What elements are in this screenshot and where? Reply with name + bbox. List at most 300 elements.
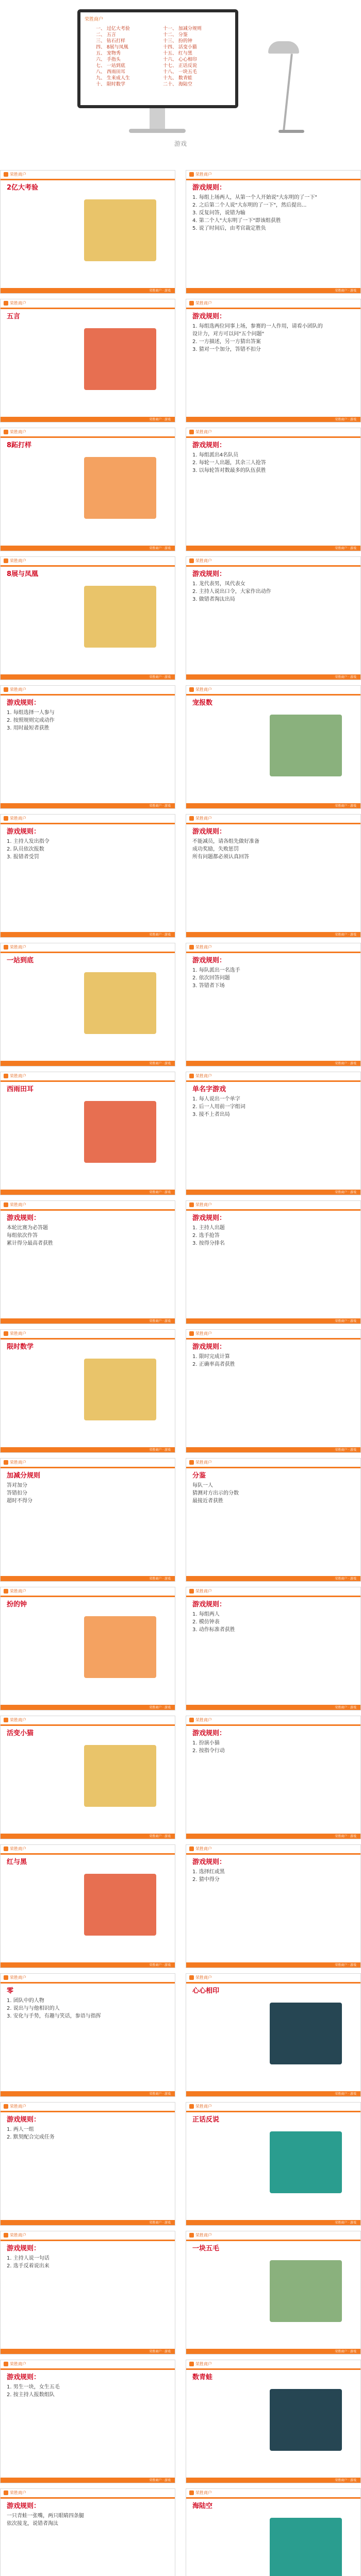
slide-footer-text: 荣胜商户 · 游戏: [335, 933, 356, 937]
slide-footer-bar: [186, 803, 360, 808]
slide-line: 最接近者获胜: [192, 1498, 223, 1504]
slide-header-bar: [1, 171, 175, 180]
slide-logo: [189, 2490, 212, 2496]
slide-logo: [4, 687, 26, 692]
slide-logo: [189, 944, 212, 950]
slide-card: [0, 1072, 175, 1195]
brand-text: 荣胜商户: [10, 172, 26, 177]
slide-body: [7, 1730, 169, 1832]
slide-line: 2. 按照规则完成动作: [7, 718, 55, 723]
slide-card: [0, 2231, 175, 2354]
slide-line: 2. 按指令行动: [192, 1748, 225, 1754]
brand-text: 荣胜商户: [10, 2490, 26, 2495]
slide-body: [7, 2116, 169, 2218]
slide-body: [7, 570, 169, 672]
slide-footer-text: 荣胜商户 · 游戏: [149, 1191, 171, 1194]
brand-logo-icon: [4, 2362, 8, 2366]
slide-illustration-icon: [270, 2003, 342, 2064]
slide-header-bar: [186, 686, 360, 696]
slide-body: [7, 1214, 169, 1316]
slide-footer-bar: [186, 2349, 360, 2354]
slide-header-bar: [1, 686, 175, 696]
slide-footer-bar: [1, 1061, 175, 1066]
slide-footer-text: 荣胜商户 · 游戏: [335, 1191, 356, 1194]
slide-line: 2. 后一人用前一字组词: [192, 1104, 245, 1110]
slide-card: [0, 2102, 175, 2226]
slide-card: [186, 2488, 361, 2576]
slide-header-bar: [186, 299, 360, 309]
cover-section: [0, 0, 361, 160]
slide-header-bar: [1, 1201, 175, 1211]
slide-line: 2. 选手反着说出来: [7, 2263, 50, 2269]
slide-logo: [4, 558, 26, 564]
slide-logo: [189, 1331, 212, 1336]
slide-card: [186, 814, 361, 938]
slide-body: [192, 184, 354, 286]
slide-card: [0, 1329, 175, 1453]
toc-header: 荣胜商户: [85, 17, 104, 22]
slide-illustration-icon: [84, 328, 156, 390]
slide-line: 成功奖励，失败惩罚: [192, 846, 239, 852]
slide-footer-bar: [1, 932, 175, 937]
slide-card: [0, 2360, 175, 2483]
brand-logo-icon: [4, 301, 8, 306]
brand-logo-icon: [4, 2233, 8, 2238]
slide-line: 3. 反复问答，说错为输: [192, 210, 245, 216]
brand-logo-icon: [4, 430, 8, 434]
slide-footer-bar: [1, 546, 175, 551]
slide-card: [0, 685, 175, 809]
toc-item: 三、 钻石打样: [96, 39, 125, 44]
slide-footer-text: 荣胜商户 · 游戏: [149, 1319, 171, 1323]
slide-header-bar: [1, 1330, 175, 1340]
slide-line: 2. 之后第二个人说"大东明的了一下"，然后提出...: [192, 202, 307, 208]
slide-body: [192, 2245, 354, 2347]
slide-body: [192, 570, 354, 672]
slide-footer-bar: [1, 2478, 175, 2483]
brand-text: 荣胜商户: [195, 1074, 212, 1078]
slide-line: 1. 每组选两位同事上场，参赛的一人作用，请看小团队的: [192, 324, 323, 329]
slide-body: [192, 1086, 354, 1188]
slide-card: [186, 1458, 361, 1582]
slide-title: 西雨田耳: [7, 1086, 34, 1093]
slide-header-bar: [186, 428, 360, 438]
slide-footer-bar: [1, 417, 175, 422]
brand-logo-icon: [4, 687, 8, 692]
slide-header-bar: [1, 299, 175, 309]
slide-header-bar: [1, 557, 175, 567]
slide-line: 3. 答错者下场: [192, 983, 225, 989]
brand-text: 荣胜商户: [10, 558, 26, 563]
slide-title: 游戏规则：: [192, 828, 226, 836]
slide-body: [192, 1858, 354, 1960]
slide-line: 1. 选择红或黑: [192, 1869, 225, 1875]
toc-item: 六、 手指头: [96, 57, 121, 62]
slide-footer-bar: [186, 2478, 360, 2483]
slide-header-bar: [1, 2103, 175, 2112]
slide-title: 游戏规则：: [192, 1858, 226, 1866]
cover-caption: 游戏: [174, 140, 187, 147]
slide-header-bar: [1, 1459, 175, 1468]
slide-logo: [189, 1588, 212, 1594]
slide-title: 正话反说: [192, 2116, 220, 2124]
slide-line: 累计得分最高者获胜: [7, 1241, 53, 1246]
brand-text: 荣胜商户: [195, 2362, 212, 2366]
slide-footer-bar: [186, 288, 360, 293]
slide-logo: [189, 687, 212, 692]
slide-logo: [189, 2104, 212, 2109]
slide-title: 分鉴: [192, 1472, 206, 1480]
slide-footer-bar: [1, 288, 175, 293]
slide-footer-text: 荣胜商户 · 游戏: [149, 1706, 171, 1709]
slide-footer-bar: [186, 1705, 360, 1710]
slide-header-bar: [1, 815, 175, 824]
slide-card: [186, 2102, 361, 2226]
slide-illustration-icon: [270, 715, 342, 776]
slide-title: 游戏规则：: [7, 2245, 41, 2252]
slide-line: 1. 主持人出题: [192, 1225, 225, 1231]
slide-header-bar: [186, 1072, 360, 1082]
slide-footer-bar: [186, 1190, 360, 1195]
slide-line: 1. 每组派出4名队员: [192, 452, 239, 458]
slide-line: 2. 一方描述，另一方猜出答案: [192, 339, 261, 345]
slide-title: 一站到底: [7, 957, 34, 964]
slide-header-bar: [1, 2360, 175, 2370]
slide-header-bar: [1, 1716, 175, 1726]
slide-illustration-icon: [84, 457, 156, 519]
brand-logo-icon: [189, 1589, 194, 1594]
slide-title: 游戏规则：: [192, 957, 226, 964]
brand-text: 荣胜商户: [10, 2104, 26, 2109]
slide-logo: [4, 172, 26, 177]
slide-logo: [189, 300, 212, 306]
brand-text: 荣胜商户: [10, 816, 26, 821]
slide-line: 3. 安化与手势，有趣与笑话，参语与指挥: [7, 2013, 101, 2019]
toc-item: 十三、 扮的钟: [163, 39, 192, 44]
brand-text: 荣胜商户: [195, 945, 212, 950]
slide-line: 3. 按得分排名: [192, 1241, 225, 1246]
brand-logo-icon: [189, 430, 194, 434]
slide-illustration-icon: [84, 1359, 156, 1420]
slide-illustration-icon: [270, 2518, 342, 2576]
slide-body: [192, 313, 354, 415]
slide-logo: [4, 2232, 26, 2238]
slide-card: [186, 1973, 361, 2097]
slide-logo: [189, 1717, 212, 1723]
slide-footer-text: 荣胜商户 · 游戏: [149, 2092, 171, 2096]
slide-title: 红与黑: [7, 1858, 27, 1866]
slide-card: [0, 1587, 175, 1710]
toc-item: 一、 过亿大考验: [96, 26, 130, 31]
slide-footer-bar: [1, 1190, 175, 1195]
slide-header-bar: [186, 1974, 360, 1984]
toc-item: 十五、 红与黑: [163, 51, 192, 56]
brand-text: 荣胜商户: [10, 1846, 26, 1851]
brand-logo-icon: [4, 1589, 8, 1594]
slide-footer-text: 荣胜商户 · 游戏: [335, 1062, 356, 1065]
toc-item: 四、 8展与凤凰: [96, 45, 128, 50]
slide-illustration-icon: [84, 586, 156, 648]
slide-body: [7, 1343, 169, 1445]
slide-footer-text: 荣胜商户 · 游戏: [149, 2479, 171, 2482]
slide-body: [192, 1987, 354, 2089]
slide-header-bar: [1, 1974, 175, 1984]
slide-card: [186, 1844, 361, 1968]
slide-title: 游戏规则：: [7, 828, 41, 836]
brand-logo-icon: [4, 2104, 8, 2109]
slide-footer-bar: [1, 1447, 175, 1452]
brand-text: 荣胜商户: [10, 945, 26, 950]
brand-logo-icon: [189, 687, 194, 692]
slide-header-bar: [1, 2489, 175, 2499]
slide-card: [186, 1587, 361, 1710]
slide-footer-text: 荣胜商户 · 游戏: [335, 1706, 356, 1709]
brand-text: 荣胜商户: [10, 1202, 26, 1207]
slide-header-bar: [1, 1587, 175, 1597]
slide-header-bar: [186, 943, 360, 953]
slide-logo: [4, 2490, 26, 2496]
slide-title: 游戏规则：: [7, 1214, 41, 1222]
slide-line: 3. 以每轮答对数最多的队伍获胜: [192, 468, 266, 473]
slide-title: 海陆空: [192, 2502, 213, 2510]
slide-line: 一只青蛙一张嘴，两只眼睛四条腿: [7, 2513, 84, 2519]
slide-title: 8跖打样: [7, 442, 32, 449]
slide-logo: [4, 1460, 26, 1465]
slide-line: 1. 每组选择一人参与: [7, 710, 55, 716]
slide-body: [192, 2502, 354, 2576]
slide-title: 游戏规则：: [192, 442, 226, 449]
slide-line: 3. 猜对一个加分，答错不扣分: [192, 347, 261, 352]
slide-title: 游戏规则：: [192, 570, 226, 578]
slide-line: 所有问题都必须认真回答: [192, 854, 249, 860]
slide-title: 游戏规则：: [192, 1730, 226, 1737]
slide-title: 零: [7, 1987, 14, 1995]
slide-card: [0, 428, 175, 551]
slide-header-bar: [186, 2231, 360, 2241]
slide-line: 2. 说出与与他相识的人: [7, 2006, 60, 2011]
slide-line: 1. 扮演小猫: [192, 1740, 220, 1746]
slide-body: [7, 1601, 169, 1703]
slide-footer-bar: [1, 1962, 175, 1968]
slide-line: 答错扣分: [7, 1490, 27, 1496]
slide-footer-bar: [186, 1061, 360, 1066]
toc-item: 十四、 活变小猫: [163, 45, 197, 50]
slide-body: [7, 1472, 169, 1574]
slide-header-bar: [1, 1845, 175, 1855]
slide-line: 1. 主持人说一句话: [7, 2256, 50, 2261]
slide-card: [0, 299, 175, 422]
slide-line: 2. 默契配合完成任务: [7, 2134, 55, 2140]
slide-header-bar: [186, 557, 360, 567]
slide-line: 2. 按主持人报数组队: [7, 2392, 55, 2398]
slide-body: [7, 1858, 169, 1960]
slide-line: 每队一人: [192, 1483, 213, 1488]
slide-footer-text: 荣胜商户 · 游戏: [149, 418, 171, 421]
slide-card: [0, 556, 175, 680]
slide-body: [192, 1601, 354, 1703]
slide-card: [0, 1844, 175, 1968]
slide-title: 数青蛙: [192, 2374, 213, 2381]
slide-title: 游戏规则：: [7, 699, 41, 707]
slide-footer-text: 荣胜商户 · 游戏: [149, 2221, 171, 2225]
slide-logo: [189, 1073, 212, 1079]
slide-logo: [4, 429, 26, 435]
slide-footer-text: 荣胜商户 · 游戏: [335, 2350, 356, 2353]
toc-item: 十八、 一块五毛: [163, 70, 197, 75]
slide-card: [186, 556, 361, 680]
toc-left-column: [96, 26, 130, 88]
slide-title: 宠报数: [192, 699, 213, 707]
slide-footer-bar: [1, 1318, 175, 1324]
slide-card: [0, 943, 175, 1066]
slide-logo: [4, 1202, 26, 1208]
slide-body: [192, 1730, 354, 1832]
slide-title: 五言: [7, 313, 21, 320]
slide-logo: [189, 1975, 212, 1980]
slide-card: [186, 1716, 361, 1839]
slide-line: 1. 主持人发出指令: [7, 839, 50, 844]
slide-footer-text: 荣胜商户 · 游戏: [149, 804, 171, 808]
slide-header-bar: [186, 815, 360, 824]
slide-footer-bar: [186, 674, 360, 680]
slide-card: [0, 1458, 175, 1582]
brand-text: 荣胜商户: [10, 2362, 26, 2366]
slide-header-bar: [1, 2231, 175, 2241]
slide-card: [0, 170, 175, 294]
slide-title: 游戏规则：: [7, 2374, 41, 2381]
brand-logo-icon: [189, 1718, 194, 1722]
slide-body: [192, 828, 354, 930]
monitor-base: [129, 129, 186, 133]
slide-body: [192, 442, 354, 544]
slide-line: 2. 队员依次报数: [7, 846, 44, 852]
slide-title: 活变小猫: [7, 1730, 34, 1737]
brand-text: 荣胜商户: [195, 816, 212, 821]
slide-body: [7, 2502, 169, 2576]
slide-footer-text: 荣胜商户 · 游戏: [149, 1062, 171, 1065]
slide-header-bar: [1, 1072, 175, 1082]
slide-footer-bar: [1, 1834, 175, 1839]
brand-logo-icon: [189, 301, 194, 306]
toc-item: 八、 西雨田耳: [96, 70, 125, 75]
slide-line: 4. 第二个人"大东明了一下"即该组获胜: [192, 218, 281, 224]
slide-line: 本轮比赛为必答题: [7, 1225, 48, 1231]
slide-body: [7, 2245, 169, 2347]
slide-card: [0, 1973, 175, 2097]
brand-text: 荣胜商户: [195, 558, 212, 563]
slide-logo: [4, 1588, 26, 1594]
brand-text: 荣胜商户: [195, 1589, 212, 1594]
brand-logo-icon: [189, 172, 194, 177]
brand-text: 荣胜商户: [10, 1331, 26, 1336]
slide-card: [186, 1200, 361, 1324]
brand-logo-icon: [4, 1202, 8, 1207]
slide-body: [192, 2116, 354, 2218]
slide-footer-text: 荣胜商户 · 游戏: [149, 1577, 171, 1581]
slide-title: 游戏规则：: [192, 1343, 226, 1351]
slide-title: 扮的钟: [7, 1601, 27, 1608]
brand-logo-icon: [4, 2490, 8, 2495]
toc-item: 二十、 海陆空: [163, 82, 192, 87]
slide-footer-text: 荣胜商户 · 游戏: [335, 547, 356, 550]
slide-line: 3. 接不上者出局: [192, 1112, 230, 1117]
brand-logo-icon: [4, 1846, 8, 1851]
slide-illustration-icon: [84, 1616, 156, 1678]
brand-logo-icon: [4, 1331, 8, 1336]
slide-line: 设计力，对方可以问"五个问题": [192, 331, 265, 337]
toc-item: 十七、 正话反说: [163, 63, 197, 69]
slide-logo: [189, 2232, 212, 2238]
slide-body: [7, 828, 169, 930]
slide-line: 超时不得分: [7, 1498, 32, 1504]
toc-right-column: [163, 26, 202, 88]
slide-line: 5. 说了时间后，由考官裁定胜负: [192, 226, 266, 231]
slide-line: 每组依次作答: [7, 1233, 38, 1239]
slide-line: 2. 选手抢答: [192, 1233, 220, 1239]
slide-logo: [4, 816, 26, 821]
brand-text: 荣胜商户: [195, 1975, 212, 1980]
slide-body: [7, 957, 169, 1059]
slide-header-bar: [186, 1459, 360, 1468]
toc-item: 九、 生来成人生: [96, 76, 130, 81]
brand-logo-icon: [189, 558, 194, 563]
slide-logo: [189, 429, 212, 435]
slide-footer-bar: [1, 2349, 175, 2354]
brand-logo-icon: [189, 1846, 194, 1851]
brand-text: 荣胜商户: [10, 1460, 26, 1465]
slide-footer-text: 荣胜商户 · 游戏: [335, 804, 356, 808]
brand-text: 荣胜商户: [195, 687, 212, 692]
brand-text: 荣胜商户: [10, 301, 26, 306]
brand-text: 荣胜商户: [195, 2233, 212, 2238]
brand-logo-icon: [4, 172, 8, 177]
slide-title: 8展与凤凰: [7, 570, 39, 578]
slide-card: [0, 2488, 175, 2576]
slide-line: 1. 男生一块，女生五毛: [7, 2384, 60, 2390]
slide-body: [192, 699, 354, 801]
slide-footer-text: 荣胜商户 · 游戏: [149, 2350, 171, 2353]
brand-logo-icon: [189, 816, 194, 821]
slide-footer-bar: [1, 1576, 175, 1581]
slide-footer-text: 荣胜商户 · 游戏: [149, 1963, 171, 1967]
slide-line: 1. 两人一组: [7, 2127, 34, 2132]
brand-logo-icon: [189, 1975, 194, 1980]
monitor-frame: [77, 9, 238, 108]
slide-header-bar: [186, 1587, 360, 1597]
slide-logo: [4, 944, 26, 950]
slide-footer-text: 荣胜商户 · 游戏: [335, 2221, 356, 2225]
brand-text: 荣胜商户: [10, 1074, 26, 1078]
brand-logo-icon: [189, 2104, 194, 2109]
slide-body: [7, 1987, 169, 2089]
brand-logo-icon: [4, 945, 8, 950]
slide-title: 游戏规则：: [7, 2502, 41, 2510]
brand-logo-icon: [189, 1202, 194, 1207]
slide-card: [186, 685, 361, 809]
slide-line: 2. 依次回答问题: [192, 975, 230, 981]
slide-title: 游戏规则：: [192, 1214, 226, 1222]
toc-item: 二、 五言: [96, 32, 116, 38]
brand-text: 荣胜商户: [10, 2233, 26, 2238]
slide-card: [186, 943, 361, 1066]
slide-title: 加减分规则: [7, 1472, 41, 1480]
slide-footer-bar: [186, 546, 360, 551]
brand-text: 荣胜商户: [195, 1331, 212, 1336]
slide-line: 1. 每组上场两人，从第一个人开始说"大东明的了一下": [192, 195, 317, 200]
slide-title: 单名字游戏: [192, 1086, 226, 1093]
slide-logo: [4, 1975, 26, 1980]
monitor-stand: [150, 108, 165, 129]
